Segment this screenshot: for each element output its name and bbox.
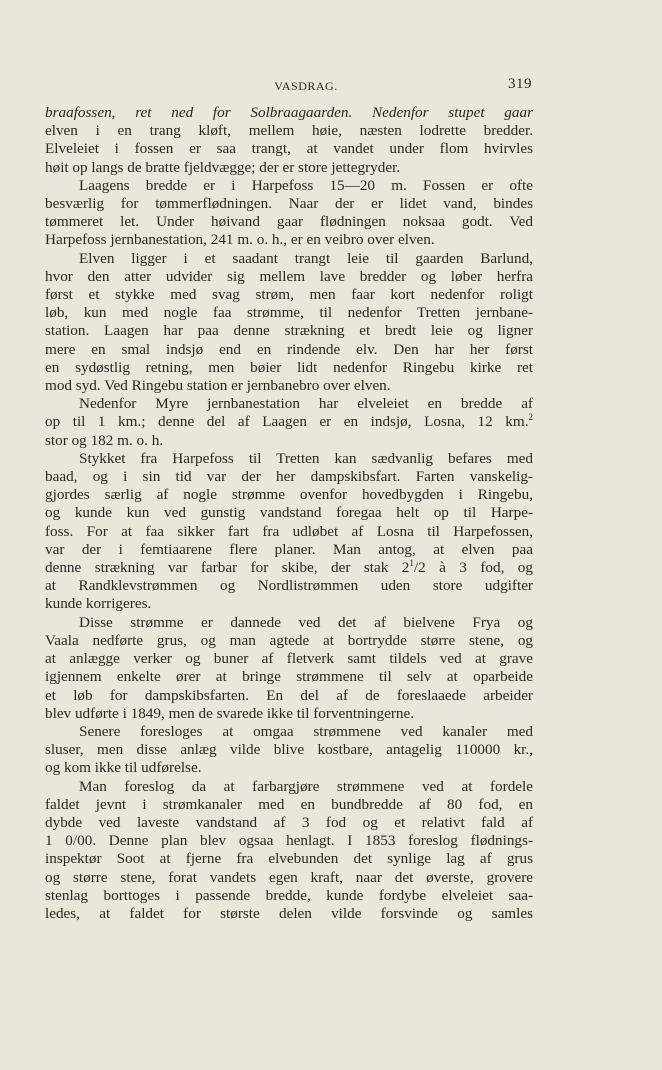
text-line: station. Laagen har paa denne strækning et bredt leie og ligner <box>45 322 533 340</box>
text-line: en sydøstlig retning, men bøier lidt nedenfor Ringebu kirke ret <box>45 358 533 376</box>
text-line: faldet jevnt i strømkanaler med en bundbredde af 80 fod, en <box>45 795 533 813</box>
text-line: foss. For at faa sikker fart fra udløbet af Losna til Harpefossen, <box>45 522 533 540</box>
text-line: Man foreslog da at farbargjøre strømmene ved at fordele <box>79 777 533 795</box>
text-line: dybde ved laveste vandstand af 3 fod og et relativt fald af <box>45 813 533 831</box>
text-line: Vaala nedførte grus, og man agtede at bortrydde større stene, og <box>45 631 533 649</box>
fraction-numerator: 1 <box>409 558 414 569</box>
text-line: mod syd. Ved Ringebu station er jernbanebro over elven. <box>45 377 391 395</box>
text-line: sluser, men disse anlæg vilde blive kostbare, antagelig 110000 kr., <box>45 741 533 759</box>
text-line: Harpefoss jernbanestation, 241 m. o. h., er en veibro over elven. <box>45 231 435 249</box>
text-line: høit op langs de bratte fjeldvægge; der er store jettegryder. <box>45 158 401 176</box>
text-line: Elven ligger i et saadant trangt leie til gaarden Barlund, <box>79 249 533 267</box>
text-line: og større stene, forat vandets egen kraft, naar det øverste, grovere <box>45 868 533 886</box>
text-line: Stykket fra Harpefoss til Tretten kan sædvanlig befares med <box>79 449 533 467</box>
text-line: først et stykke med svag strøm, men faar kort nedenfor roligt <box>45 286 533 304</box>
text-line: inspektør Soot at fjerne fra elvebunden det synlige lag af grus <box>45 850 533 868</box>
text-line: kunde korrigeres. <box>45 595 152 613</box>
text-line: stenlag borttoges i passende bredde, kunde fordybe elveleiet saa- <box>45 886 533 904</box>
superscript: 2 <box>528 412 533 423</box>
text-line: at anlægge verker og buner af fletverk samt tildels ved at grave <box>45 650 533 668</box>
text-line: mere en smal indsjø end en rindende elv. Den har her først <box>45 340 533 358</box>
fraction-denominator: 2 <box>418 559 426 577</box>
text-line: stor og 182 m. o. h. <box>45 431 164 449</box>
text-line: tømmeret let. Under høivand gaar flødningen noksaa godt. Ved <box>45 213 533 231</box>
text-line: gjordes særlig af nogle strømme ovenfor hovedbygden i Ringebu, <box>45 486 533 504</box>
permille-sign: 0/00 <box>65 832 93 850</box>
text-line: Nedenfor Myre jernbanestation har elveleiet en bredde af <box>79 395 533 413</box>
text-line: Disse strømme er dannede ved det af bielvene Frya og <box>79 613 533 631</box>
text-line: Laagens bredde er i Harpefoss 15—20 m. Fossen er ofte <box>79 176 533 194</box>
text-line: besværlig for tømmerflødningen. Naar der er lidet vand, bindes <box>45 195 533 213</box>
text-line: baad, og i sin tid var der her dampskibsfart. Farten vanskelig- <box>45 468 533 486</box>
text-line: var der i femtiaarene flere planer. Man antog, at elven paa <box>45 540 533 558</box>
text-line: igjennem enkelte ører at bringe strømmene til selv at oparbeide <box>45 668 533 686</box>
text-line: braafossen, ret ned for Solbraagaarden. Nedenfor stupet gaar <box>45 104 533 121</box>
text-line: op til 1 km.; denne del af Laagen er en indsjø, Losna, 12 km.$^2$ <box>45 412 533 431</box>
text-line: og kunde kun ved gunstig vandstand foregaa helt op til Harpe- <box>45 504 533 522</box>
text-line: 1 0/00. Denne plan blev ogsaa henlagt. I 1853 foreslog flødnings- <box>45 832 533 850</box>
text-line: denne strækning var farbar for skibe, der stak $2^1/2$ à 3 fod, og <box>45 558 533 577</box>
running-title: VASDRAG. <box>274 79 338 93</box>
page-number: 319 <box>508 76 532 92</box>
text-line: Elveleiet i fossen er saa trangt, at vandet under flom hvirvles <box>45 140 533 158</box>
text-line: Senere foresloges at omgaa strømmene ved kanaler med <box>79 722 533 740</box>
page-header <box>80 76 532 96</box>
text-line: løb, kun med nogle faa strømme, til nedenfor Tretten jernbane- <box>45 304 533 322</box>
text-line: et løb for dampskibsfarten. En del af de foreslaaede arbeider <box>45 686 533 704</box>
text-line: og kom ikke til udførelse. <box>45 759 202 777</box>
text-line: at Randklevstrømmen og Nordlistrømmen uden store udgifter <box>45 577 533 595</box>
text-line: elven i en trang kløft, mellem høie, næsten lodrette bredder. <box>45 122 533 140</box>
body-text <box>45 104 533 923</box>
text-line: blev udførte i 1849, men de svarede ikke til forventningerne. <box>45 704 415 722</box>
text-line: ledes, at faldet for største delen vilde forsvinde og samles <box>45 904 533 922</box>
text-line: hvor den atter udvider sig mellem lave bredder og løber herfra <box>45 267 533 285</box>
